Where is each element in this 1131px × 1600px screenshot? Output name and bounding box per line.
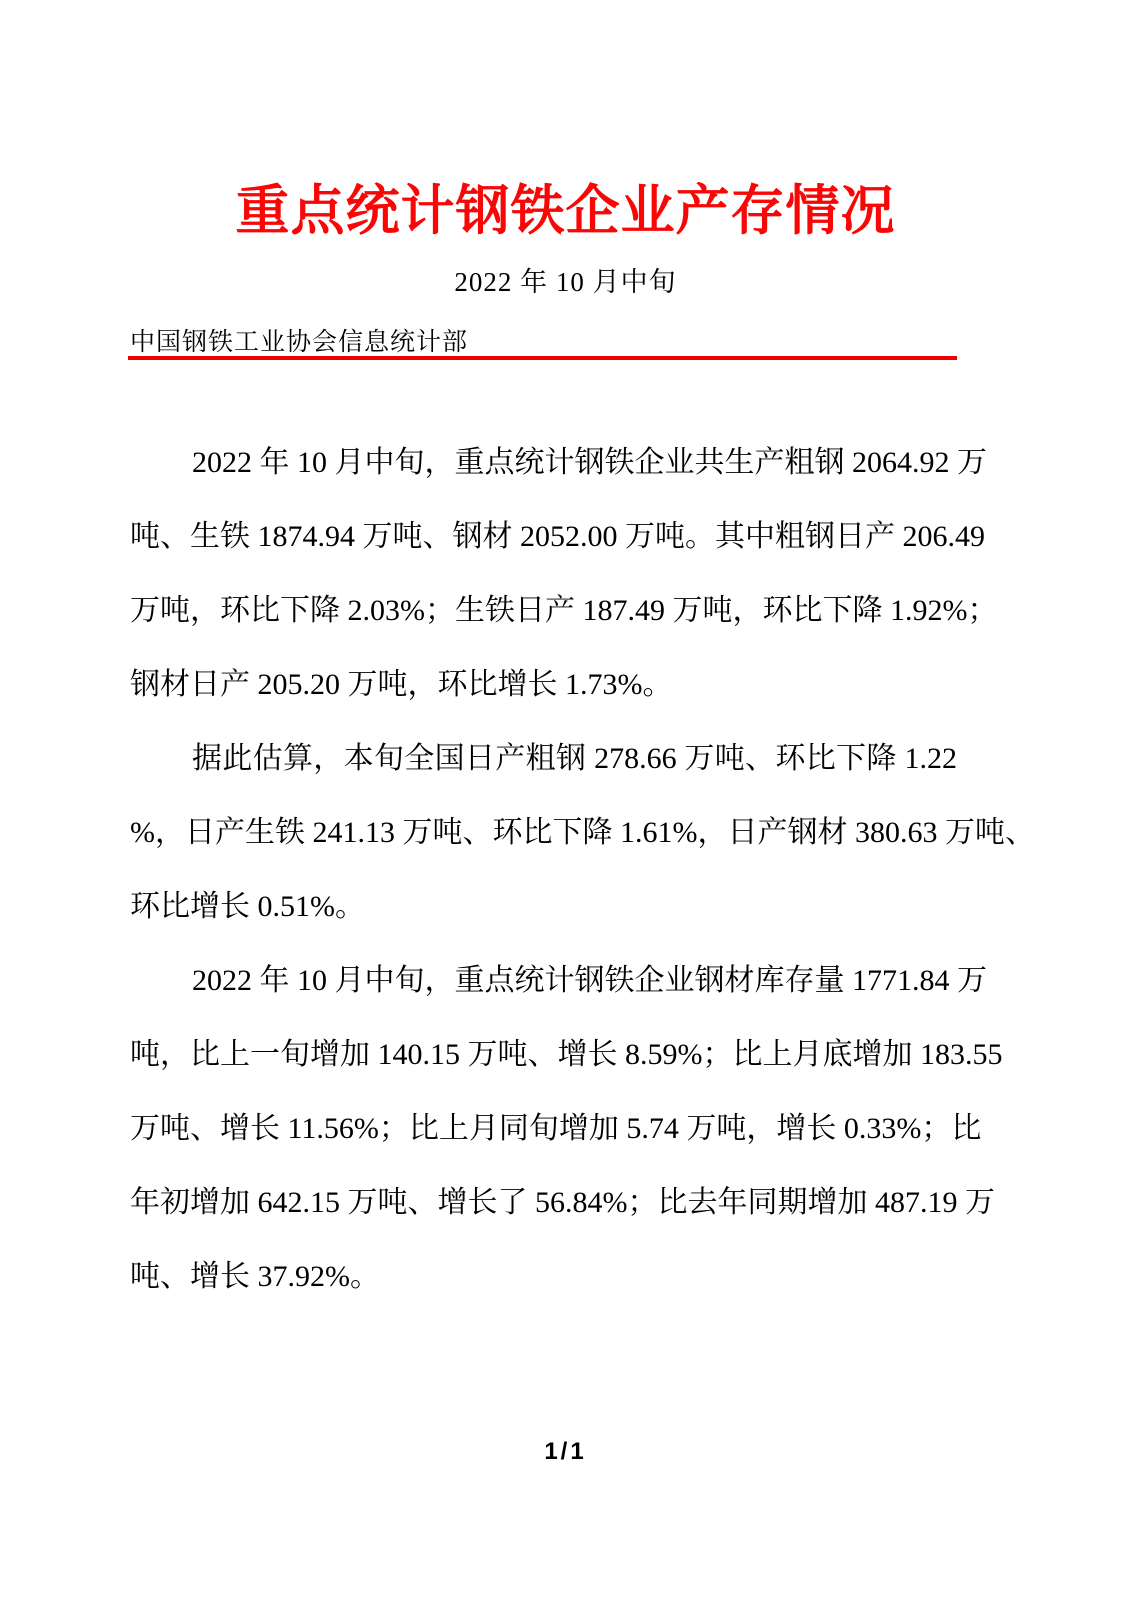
department-byline: 中国钢铁工业协会信息统计部 <box>130 329 469 356</box>
body-line: 据此估算，本旬全国日产粗钢 278.66 万吨、环比下降 1.22 <box>192 742 957 775</box>
body-line: 吨、生铁 1874.94 万吨、钢材 2052.00 万吨。其中粗钢日产 206.49 <box>130 520 985 553</box>
document-body <box>130 426 1035 1314</box>
body-line: %，日产生铁 241.13 万吨、环比下降 1.61%，日产钢材 380.63 万吨、 <box>130 816 1035 849</box>
body-line: 年初增加 642.15 万吨、增长了 56.84%；比去年同期增加 487.19 万 <box>130 1186 995 1219</box>
body-line: 吨，比上一旬增加 140.15 万吨、增长 8.59%；比上月底增加 183.55 <box>130 1038 1003 1071</box>
paragraph <box>130 944 1003 1314</box>
red-divider-rule <box>128 356 957 360</box>
paragraph <box>130 426 998 722</box>
body-line: 环比增长 0.51%。 <box>130 890 365 923</box>
body-line: 钢材日产 205.20 万吨，环比增长 1.73%。 <box>130 668 673 701</box>
page-number: 1/1 <box>544 1438 587 1465</box>
body-line: 2022 年 10 月中旬，重点统计钢铁企业钢材库存量 1771.84 万 <box>192 964 987 997</box>
body-line: 吨、增长 37.92%。 <box>130 1260 380 1293</box>
body-line: 2022 年 10 月中旬，重点统计钢铁企业共生产粗钢 2064.92 万 <box>192 446 987 479</box>
body-line: 万吨、增长 11.56%；比上月同旬增加 5.74 万吨，增长 0.33%；比 <box>130 1112 982 1145</box>
body-line: 万吨，环比下降 2.03%；生铁日产 187.49 万吨，环比下降 1.92%； <box>130 594 998 627</box>
document-title: 重点统计钢铁企业产存情况 <box>235 181 896 241</box>
paragraph <box>130 722 1035 944</box>
document-subtitle: 2022 年 10 月中旬 <box>454 267 677 297</box>
